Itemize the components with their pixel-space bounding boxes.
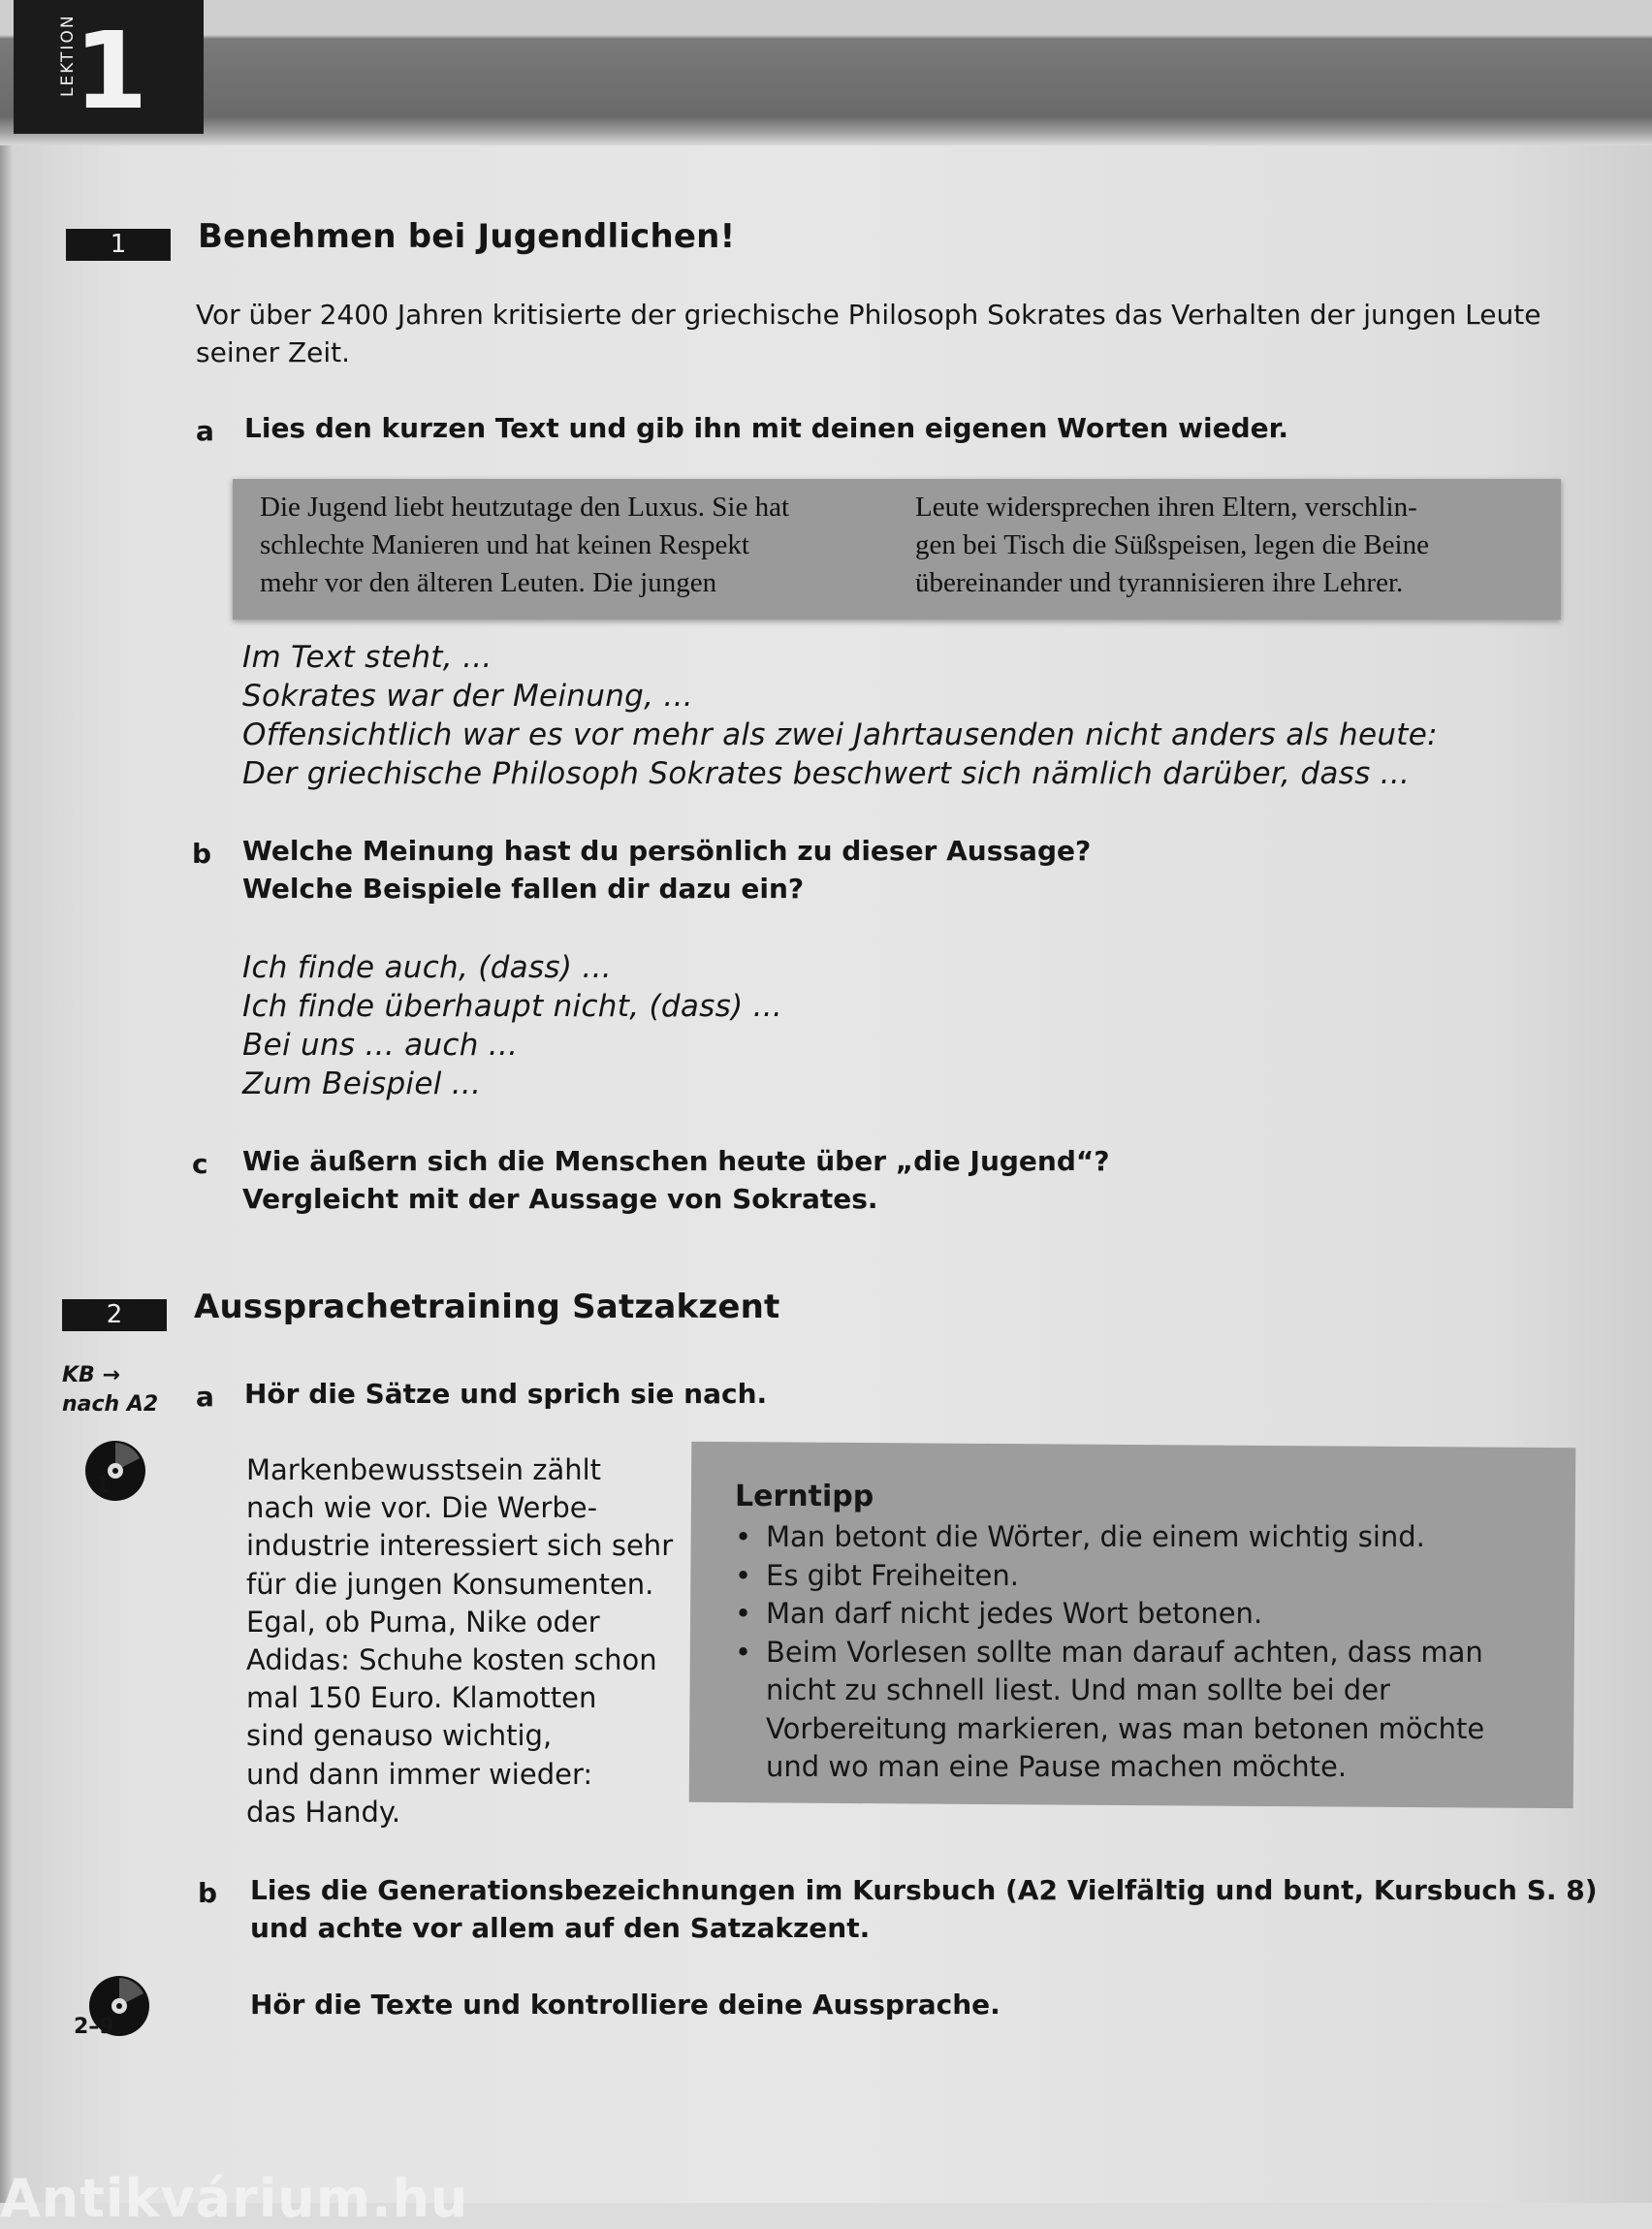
- page-edge: [0, 145, 14, 2203]
- reading-line: das Handy.: [246, 1795, 401, 1829]
- task-letter-2b: b: [198, 1877, 218, 1909]
- intro-line: Vor über 2400 Jahren kritisierte der griechische Philosoph Sokrates das Verhalten der jungen Leute: [196, 299, 1541, 331]
- task-letter-2a: a: [196, 1381, 214, 1413]
- lerntipp-list: [735, 1518, 1540, 1787]
- task-letter-b: b: [192, 838, 212, 870]
- section-title-2: Aussprachetraining Satzakzent: [194, 1288, 780, 1326]
- lektion-number: 1: [74, 9, 148, 133]
- task-2a-instruction: Hör die Sätze und sprich sie nach.: [244, 1378, 768, 1410]
- quote-line: Die Jugend liebt heutzutage den Luxus. Sie hat: [260, 492, 790, 523]
- section-number-1: 1: [66, 229, 171, 261]
- kb-reference: [62, 1361, 158, 1419]
- phrase-line: Ich finde überhaupt nicht, (dass) ...: [242, 989, 783, 1024]
- phrase-line: Offensichtlich war es vor mehr als zwei Jahrtausenden nicht anders als heute:: [242, 717, 1438, 752]
- reading-line: Egal, ob Puma, Nike oder: [246, 1605, 600, 1639]
- reading-line: Markenbewusstsein zählt: [246, 1453, 602, 1486]
- phrases-b: [242, 948, 782, 1103]
- task-b-instruction: [242, 832, 1091, 908]
- quote-line: Leute widersprechen ihren Eltern, verschlin-: [915, 492, 1417, 523]
- task-c-instruction: [242, 1142, 1110, 1218]
- cd-track-label: 2–9: [74, 2015, 114, 2039]
- phrase-line: Der griechische Philosoph Sokrates beschwert sich nämlich darüber, dass ...: [242, 756, 1411, 791]
- reading-line: Adidas: Schuhe kosten schon: [246, 1643, 657, 1677]
- task-a-instruction: Lies den kurzen Text und gib ihn mit deinen eigenen Worten wieder.: [244, 412, 1289, 444]
- lerntipp-title: Lerntipp: [735, 1480, 874, 1513]
- quote-left-column: [260, 489, 789, 602]
- phrases-a: [242, 638, 1438, 793]
- lerntipp-item: • Beim Vorlesen sollte man darauf achten, dass man nicht zu schnell liest. Und man sollte bei der Vorbereitung markieren, was man betonen möchte und wo man eine Pause machen möchte.: [735, 1634, 1540, 1787]
- section-title-1: Benehmen bei Jugendlichen!: [198, 217, 736, 256]
- quote-box: [233, 479, 1561, 620]
- reading-line: nach wie vor. Die Werbe-: [246, 1491, 598, 1525]
- phrase-line: Sokrates war der Meinung, ...: [242, 679, 693, 714]
- quote-line: schlechte Manieren und hat keinen Respekt: [260, 529, 749, 560]
- task-line: und achte vor allem auf den Satzakzent.: [250, 1912, 871, 1944]
- lerntipp-item: • Es gibt Freiheiten.: [735, 1557, 1540, 1596]
- reading-line: und dann immer wieder:: [246, 1757, 593, 1791]
- reading-text: [246, 1451, 673, 1831]
- quote-line: übereinander und tyrannisieren ihre Lehrer.: [915, 567, 1404, 598]
- cd-track-label: 1: [95, 1474, 111, 1498]
- section-number-2: 2: [62, 1299, 167, 1331]
- intro-line: seiner Zeit.: [196, 336, 351, 368]
- lerntipp-item: • Man betont die Wörter, die einem wichtig sind.: [735, 1518, 1540, 1557]
- quote-right-column: [915, 489, 1429, 602]
- task-letter-a: a: [196, 415, 214, 447]
- kb-line: KB →: [62, 1363, 120, 1387]
- reading-line: für die jungen Konsumenten.: [246, 1567, 654, 1601]
- task-2b-instruction: [250, 1871, 1598, 1947]
- watermark: Antikvárium.hu: [0, 2168, 469, 2229]
- quote-line: mehr vor den älteren Leuten. Die jungen: [260, 567, 717, 598]
- reading-line: industrie interessiert sich sehr: [246, 1529, 674, 1563]
- reading-line: sind genauso wichtig,: [246, 1719, 553, 1753]
- phrase-line: Im Text steht, ...: [242, 640, 492, 675]
- task-line: Welche Beispiele fallen dir dazu ein?: [242, 873, 805, 905]
- task-line: Vergleicht mit der Aussage von Sokrates.: [242, 1183, 878, 1215]
- reading-line: mal 150 Euro. Klamotten: [246, 1681, 597, 1715]
- phrase-line: Zum Beispiel ...: [242, 1067, 482, 1101]
- lektion-label: LEKTION: [58, 14, 78, 97]
- header-band: [0, 0, 1652, 145]
- audio-cd-icon[interactable]: [83, 1439, 147, 1503]
- phrase-line: Bei uns ... auch ...: [242, 1028, 519, 1063]
- task-line: Wie äußern sich die Menschen heute über „die Jugend“?: [242, 1145, 1110, 1177]
- task-line: Welche Meinung hast du persönlich zu dieser Aussage?: [242, 835, 1092, 867]
- final-instruction: Hör die Texte und kontrolliere deine Aussprache.: [250, 1989, 1001, 2021]
- quote-line: gen bei Tisch die Süßspeisen, legen die Beine: [915, 529, 1429, 560]
- task-letter-c: c: [192, 1148, 208, 1180]
- task-line: Lies die Generationsbezeichnungen im Kursbuch (A2 Vielfältig und bunt, Kursbuch S. 8): [250, 1874, 1598, 1906]
- lerntipp-item: • Man darf nicht jedes Wort betonen.: [735, 1595, 1540, 1634]
- lektion-tab: [14, 0, 204, 134]
- kb-line: nach A2: [62, 1392, 159, 1417]
- intro-text: [196, 296, 1573, 371]
- phrase-line: Ich finde auch, (dass) ...: [242, 950, 612, 985]
